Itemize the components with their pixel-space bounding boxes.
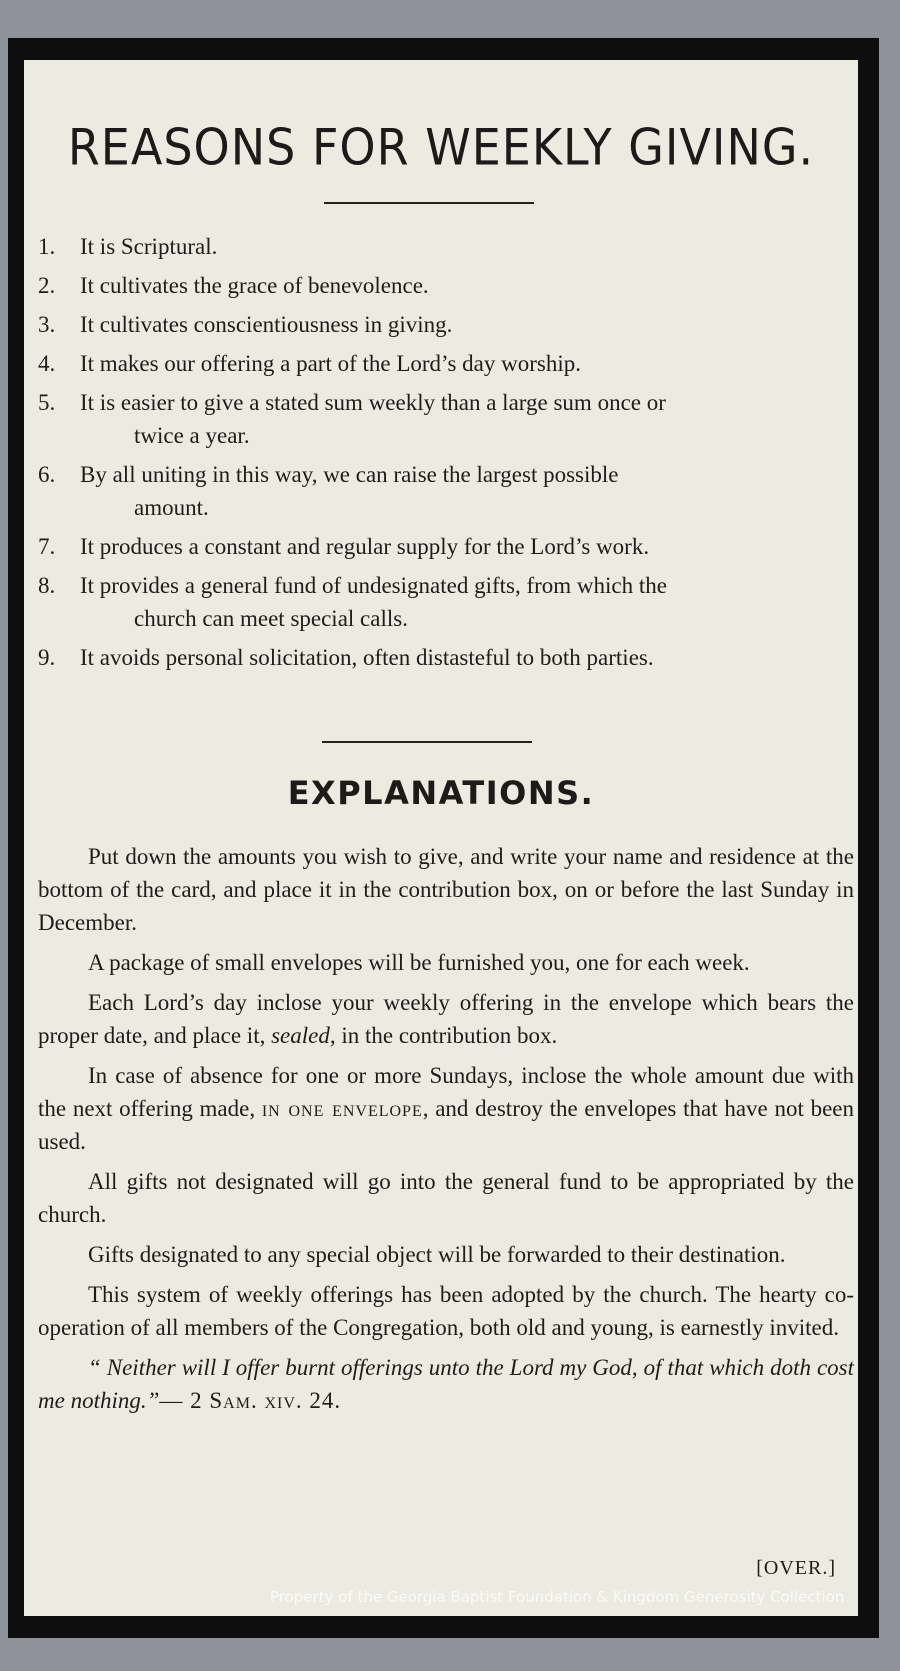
explanation-paragraph — [38, 1059, 854, 1158]
reasons-list — [38, 230, 854, 680]
reason-number: 8. — [38, 573, 56, 598]
explanation-paragraph: All gifts not designated will go into the general fund to be appropriated by the church. — [38, 1169, 854, 1227]
explanations-heading: EXPLANATIONS. — [287, 774, 595, 812]
reason-line: It avoids personal solicitation, often distasteful to both parties. — [80, 645, 654, 670]
reason-line: It cultivates the grace of benevolence. — [80, 273, 429, 298]
reason-number: 4. — [38, 351, 56, 376]
collection-watermark: Property of the Georgia Baptist Foundation & Kingdom Generosity Collection — [270, 1588, 845, 1606]
reason-text — [80, 458, 854, 524]
explanation-paragraph: Put down the amounts you wish to give, and write your name and residence at the bottom of the card, and place it in the contribution box, on or before the last Sunday in December. — [38, 844, 854, 935]
paragraph-text: In case of absence for one or more Sundays, inclose the whole amount due with the next offering made, — [38, 1063, 854, 1121]
over-marker: [OVER.] — [756, 1557, 836, 1579]
reason-text — [80, 641, 854, 674]
reason-text — [80, 347, 854, 380]
reason-continuation: twice a year. — [134, 423, 250, 448]
reason-line: It makes our offering a part of the Lord’s day worship. — [80, 351, 581, 376]
giving-card — [24, 60, 858, 1616]
reason-text — [80, 230, 854, 263]
reason-item — [38, 530, 854, 563]
reason-item — [38, 386, 854, 452]
reason-number: 1. — [38, 234, 56, 259]
small-caps-text: in one envelope — [261, 1096, 423, 1121]
paragraph-text: Each Lord’s day inclose your weekly offering in the envelope which bears the proper date, and place it, — [38, 990, 854, 1048]
reason-item — [38, 569, 854, 635]
reason-line: It is easier to give a stated sum weekly than a large sum once or — [80, 390, 666, 415]
reason-number: 7. — [38, 534, 56, 559]
reason-line: It provides a general fund of undesignated gifts, from which the — [80, 573, 667, 598]
reason-continuation: amount. — [134, 495, 209, 520]
explanation-paragraph: Gifts designated to any special object will be forwarded to their destination. — [88, 1242, 786, 1267]
section-rule — [322, 741, 532, 743]
explanations-body — [38, 840, 854, 1417]
reason-text — [80, 569, 854, 635]
reason-text — [80, 386, 854, 452]
explanation-paragraph: A package of small envelopes will be furnished you, one for each week. — [88, 950, 750, 975]
reason-number: 9. — [38, 645, 56, 670]
reason-text — [80, 530, 854, 563]
reason-continuation: church can meet special calls. — [134, 606, 408, 631]
scripture-quote — [38, 1351, 854, 1417]
reason-item — [38, 347, 854, 380]
explanation-paragraph — [38, 986, 854, 1052]
reason-line: It cultivates conscientiousness in giving. — [80, 312, 453, 337]
reason-item — [38, 641, 854, 674]
reason-line: It is Scriptural. — [80, 234, 218, 259]
reason-item — [38, 308, 854, 341]
paragraph-text: in the contribution box. — [335, 1023, 558, 1048]
title-rule — [324, 202, 534, 204]
reason-number: 5. — [38, 390, 56, 415]
reason-number: 2. — [38, 273, 56, 298]
reason-text — [80, 269, 854, 302]
reason-line: By all uniting in this way, we can raise the largest possible — [80, 462, 619, 487]
explanation-paragraph: This system of weekly offerings has been adopted by the church. The hearty co-operation of all members of the Congregation, both old and young, is earnestly invited. — [38, 1282, 854, 1340]
card-title: REASONS FOR WEEKLY GIVING. — [67, 117, 815, 177]
paragraph-text: , and destroy the envelopes that have not been used. — [38, 1096, 855, 1154]
reason-item — [38, 269, 854, 302]
emphasis-text: sealed, — [271, 1023, 336, 1048]
reason-line: It produces a constant and regular supply for the Lord’s work. — [80, 534, 650, 559]
quote-citation: — 2 Sam. xiv. 24. — [159, 1388, 342, 1413]
reason-number: 3. — [38, 312, 56, 337]
reason-text — [80, 308, 854, 341]
quote-text: “ Neither will I offer burnt offerings unto the Lord my God, of that which doth cost me nothing.” — [38, 1355, 854, 1413]
reason-number: 6. — [38, 462, 56, 487]
reason-item — [38, 458, 854, 524]
reason-item — [38, 230, 854, 263]
